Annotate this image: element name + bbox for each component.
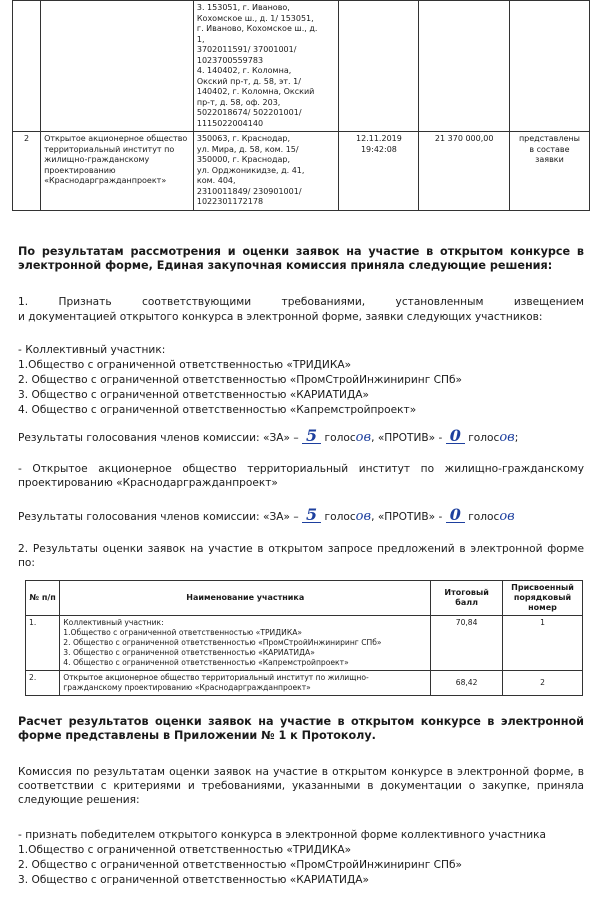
handwritten-suffix: ов: [355, 430, 372, 445]
table-row: [13, 1, 590, 132]
vote-result-2: Результаты голосования членов комиссии: «ЗА» – 5 голосов, «ПРОТИВ» - 0 голосов: [18, 505, 515, 524]
item-1-line-1: 1. Признать соответствующими требованиями, установленным извещением: [18, 296, 584, 308]
collective-member: 2. Общество с ограниченной ответственностью «ПромСтройИнжиниринг СПб»: [18, 374, 463, 386]
decision-heading: По результатам рассмотрения и оценки заявок на участие в открытом конкурсе в электронной форме, Единая закупочная комиссия приняла следующие решения:: [18, 245, 584, 272]
price-offer: 21 370 000,00: [419, 132, 509, 211]
address-cell: 3. 153051, г. Иваново, Кохомское ш., д. 1/ 153051, г. Иваново, Кохомское ш., д. 1, 3702011591/ 37001001/ 1023700559783 4. 140402, г. Коломна, Окский пр-т, д. 58, эт. 1/ 140402, г. Коломна, Окский пр-т, д. 58, оф. 203, 5022018674/ 502201001/ 1115022004140: [193, 1, 339, 132]
applications-table: [12, 0, 590, 211]
place: 1: [502, 616, 582, 671]
row-number: 2: [13, 132, 41, 211]
institute-paragraph: - Открытое акционерное общество территориальный институт по жилищно-гражданскому проектированию «Краснодаргражданпроект»: [18, 463, 584, 489]
handwritten-suffix: ов: [355, 509, 372, 524]
submission-datetime: 12.11.2019 19:42:08: [339, 132, 419, 211]
collective-member: 3. Общество с ограниченной ответственностью «КАРИАТИДА»: [18, 389, 369, 401]
collective-member: 4. Общество с ограниченной ответственностью «Капремстройпроект»: [18, 404, 417, 416]
item-1-line-2: и документацией открытого конкурса в электронной форме, заявки следующих участников:: [18, 311, 543, 323]
handwritten-for-count: 5: [302, 508, 321, 523]
handwritten-for-count: 5: [302, 429, 321, 444]
handwritten-suffix: ов: [499, 509, 515, 524]
evaluation-results-table: [25, 580, 583, 696]
table-row: 1. Коллективный участник: 1.Общество с ограниченной ответственностью «ТРИДИКА» 2. Общество с ограниченной ответственностью «ПромСтройИнжиниринг СПб» 3. Общество с ограниченной ответственностью «КАРИАТИДА» 4. Общество с ограниченной ответственностью «Капремстройпроект» 70,84 1: [26, 616, 583, 671]
commission-paragraph: Комиссия по результатам оценки заявок на участие в открытом конкурсе в электронной форме, в соответствии с критериями и требованиями, указанными в документации о закупке, приняла следующие решения:: [18, 766, 584, 806]
winner-member: 3. Общество с ограниченной ответственностью «КАРИАТИДА»: [18, 874, 369, 886]
address-cell: 350063, г. Краснодар, ул. Мира, д. 58, ком. 15/ 350000, г. Краснодар, ул. Орджоникидзе, д. 41, ком. 404, 2310011849/ 230901001/ 1022301172178: [193, 132, 339, 211]
collective-member: 1.Общество с ограниченной ответственностью «ТРИДИКА»: [18, 359, 352, 371]
collective-intro: - Коллективный участник:: [18, 344, 166, 356]
col-header-score: Итоговый балл: [431, 581, 503, 616]
item-2: 2. Результаты оценки заявок на участие в открытом запросе предложений в электронной форме по:: [18, 543, 584, 569]
table-header-row: [26, 581, 583, 616]
score: 68,42: [431, 671, 503, 696]
calc-heading: Расчет результатов оценки заявок на участие в открытом конкурсе в электронной форме представлены в Приложении № 1 к Протоколу.: [18, 715, 584, 742]
col-header-name: Наименование участника: [60, 581, 431, 616]
participant-name: Открытое акционерное общество территориальный институт по жилищно-гражданскому проектированию «Краснодаргражданпроект»: [41, 132, 194, 211]
col-header-place: Присвоенный порядковый номер: [502, 581, 582, 616]
place: 2: [502, 671, 582, 696]
documents-note: представлены в составе заявки: [509, 132, 589, 211]
col-header-number: № п/п: [26, 581, 60, 616]
handwritten-against-count: 0: [446, 508, 465, 523]
handwritten-suffix: ов: [499, 430, 515, 445]
winner-member: 1.Общество с ограниченной ответственностью «ТРИДИКА»: [18, 844, 352, 856]
table-row: [13, 132, 590, 211]
score: 70,84: [431, 616, 503, 671]
vote-result-1: Результаты голосования членов комиссии: «ЗА» – 5 голосов, «ПРОТИВ» - 0 голосов;: [18, 426, 519, 445]
winner-intro: - признать победителем открытого конкурса в электронной форме коллективного участника: [18, 829, 547, 841]
winner-member: 2. Общество с ограниченной ответственностью «ПромСтройИнжиниринг СПб»: [18, 859, 463, 871]
table-row: 2. Открытое акционерное общество территориальный институт по жилищно-гражданскому проектированию «Краснодаргражданпроект» 68,42 2: [26, 671, 583, 696]
handwritten-against-count: 0: [446, 429, 465, 444]
